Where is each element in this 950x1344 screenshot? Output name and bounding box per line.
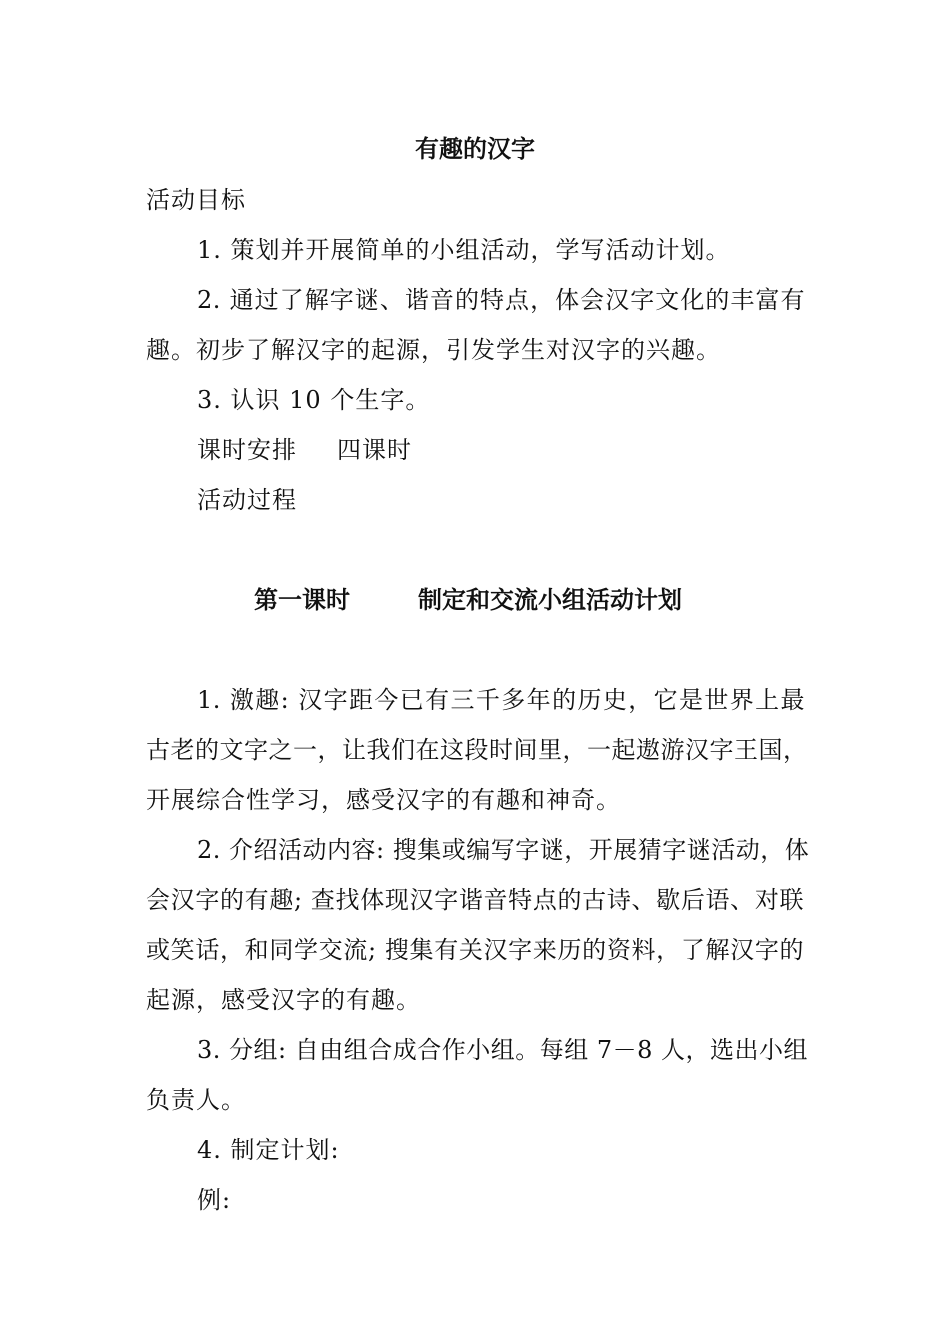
step4-line: 4. 制定计划:: [197, 1136, 340, 1164]
step2-line-3: 或笑话，和同学交流; 搜集有关汉字来历的资料，了解汉字的: [146, 936, 804, 964]
step1-line-3: 开展综合性学习，感受汉字的有趣和神奇。: [146, 786, 621, 814]
goal-item-1: 1. 策划并开展简单的小组活动，学写活动计划。: [197, 236, 731, 264]
step3-line-1: 3. 分组: 自由组合成合作小组。每组 7－8 人，选出小组: [197, 1036, 809, 1064]
example-label: 例:: [197, 1186, 232, 1214]
schedule-value: 四课时: [337, 436, 412, 464]
goal-item-2-line-2: 趣。初步了解汉字的起源，引发学生对汉字的兴趣。: [146, 336, 721, 364]
step2-line-2: 会汉字的有趣; 查找体现汉字谐音特点的古诗、歇后语、对联: [146, 886, 804, 914]
schedule-label: 课时安排: [197, 436, 297, 464]
document-title: 有趣的汉字: [415, 135, 535, 163]
step1-line-2: 古老的文字之一，让我们在这段时间里，一起遨游汉字王国，: [146, 736, 808, 764]
goal-item-2-line-1: 2. 通过了解字谜、谐音的特点，体会汉字文化的丰富有: [197, 286, 805, 314]
lesson1-label: 第一课时: [254, 586, 350, 614]
step2-line-1: 2. 介绍活动内容: 搜集或编写字谜，开展猜字谜活动，体: [197, 836, 810, 864]
process-heading: 活动过程: [197, 486, 297, 514]
step2-line-4: 起源，感受汉字的有趣。: [146, 986, 421, 1014]
goal-item-3: 3. 认识 10 个生字。: [197, 386, 431, 414]
lesson1-title: 制定和交流小组活动计划: [418, 586, 682, 614]
goals-heading: 活动目标: [146, 186, 246, 214]
step1-line-1: 1. 激趣: 汉字距今已有三千多年的历史，它是世界上最: [197, 686, 805, 714]
step3-line-2: 负责人。: [146, 1086, 246, 1114]
